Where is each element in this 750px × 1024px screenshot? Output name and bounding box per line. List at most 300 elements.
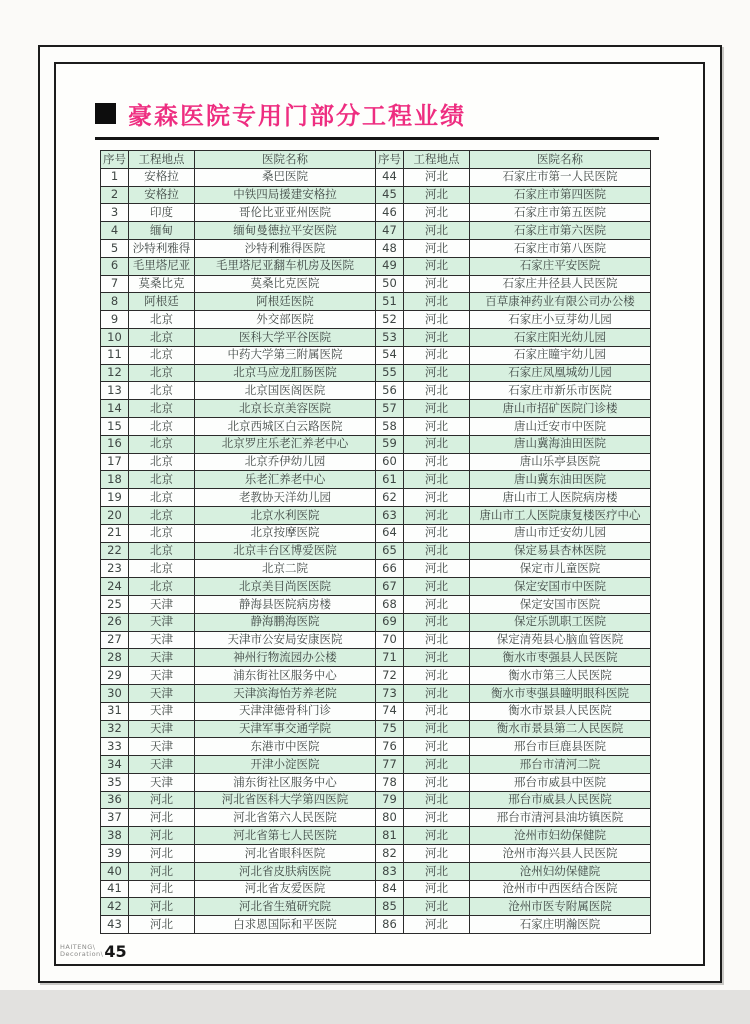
hospital-name: 北京按摩医院 (195, 524, 376, 542)
project-location: 天津 (129, 667, 195, 685)
row-number: 26 (101, 613, 129, 631)
project-location: 北京 (129, 435, 195, 453)
project-location: 印度 (129, 204, 195, 222)
row-number: 25 (101, 595, 129, 613)
project-location: 河北 (404, 773, 470, 791)
table-row (101, 400, 651, 418)
project-location: 河北 (404, 756, 470, 774)
project-location: 河北 (404, 204, 470, 222)
hospital-name: 衡水市枣强县瞳明眼科医院 (470, 684, 651, 702)
hospital-name: 唐山市招矿医院门诊楼 (470, 400, 651, 418)
hospital-name: 桑巴医院 (195, 168, 376, 186)
row-number: 21 (101, 524, 129, 542)
project-location: 天津 (129, 684, 195, 702)
row-number: 81 (376, 827, 404, 845)
table-row (101, 382, 651, 400)
row-number: 78 (376, 773, 404, 791)
hospital-name: 天津军事交通学院 (195, 720, 376, 738)
table-row (101, 702, 651, 720)
hospital-name: 石家庄瞳宇幼儿园 (470, 346, 651, 364)
row-number: 59 (376, 435, 404, 453)
row-number: 40 (101, 862, 129, 880)
hospital-name: 阿根廷医院 (195, 293, 376, 311)
hospital-name: 保定乐凯职工医院 (470, 613, 651, 631)
page-number: 45 (104, 941, 127, 961)
hospital-name: 保定安国市医院 (470, 595, 651, 613)
row-number: 37 (101, 809, 129, 827)
row-number: 9 (101, 311, 129, 329)
hospital-name: 石家庄市第六医院 (470, 222, 651, 240)
hospital-name: 北京西城区白云路医院 (195, 417, 376, 435)
row-number: 27 (101, 631, 129, 649)
table-row (101, 791, 651, 809)
project-location: 北京 (129, 382, 195, 400)
hospital-name: 唐山冀东油田医院 (470, 471, 651, 489)
table-row (101, 453, 651, 471)
project-location: 河北 (404, 382, 470, 400)
hospital-name: 北京长京美容医院 (195, 400, 376, 418)
hospital-name: 衡水市第三人民医院 (470, 667, 651, 685)
project-location: 河北 (404, 613, 470, 631)
project-location: 河北 (404, 471, 470, 489)
row-number: 14 (101, 400, 129, 418)
table-row (101, 720, 651, 738)
table-row (101, 880, 651, 898)
row-number: 52 (376, 311, 404, 329)
page-bottom-edge (0, 990, 750, 1024)
hospital-name: 浦东街社区服务中心 (195, 773, 376, 791)
project-location: 河北 (404, 328, 470, 346)
hospital-name: 河北省生殖研究院 (195, 898, 376, 916)
hospital-name: 缅甸曼德拉平安医院 (195, 222, 376, 240)
hospital-name: 北京罗庄乐老汇养老中心 (195, 435, 376, 453)
table-row (101, 916, 651, 934)
project-location: 河北 (404, 364, 470, 382)
row-number: 41 (101, 880, 129, 898)
hospital-name: 石家庄井径县人民医院 (470, 275, 651, 293)
hospital-name: 邢台市清河二院 (470, 756, 651, 774)
project-location: 天津 (129, 756, 195, 774)
row-number: 43 (101, 916, 129, 934)
hospital-name: 静海鹏海医院 (195, 613, 376, 631)
table-row (101, 898, 651, 916)
project-location: 河北 (129, 862, 195, 880)
hospital-name: 石家庄市第一人民医院 (470, 168, 651, 186)
row-number: 86 (376, 916, 404, 934)
header-location-right: 工程地点 (404, 151, 470, 169)
project-location: 河北 (404, 845, 470, 863)
row-number: 15 (101, 417, 129, 435)
table-row (101, 738, 651, 756)
project-location: 河北 (404, 489, 470, 507)
project-location: 河北 (129, 898, 195, 916)
hospital-name: 唐山市迁安幼儿园 (470, 524, 651, 542)
table-row (101, 506, 651, 524)
header-seq-right: 序号 (376, 151, 404, 169)
row-number: 47 (376, 222, 404, 240)
row-number: 48 (376, 239, 404, 257)
hospital-name: 沧州妇幼保健院 (470, 862, 651, 880)
row-number: 20 (101, 506, 129, 524)
table-row (101, 364, 651, 382)
table-row (101, 649, 651, 667)
project-location: 北京 (129, 471, 195, 489)
hospital-name: 邢台市巨鹿县医院 (470, 738, 651, 756)
project-location: 河北 (404, 702, 470, 720)
table-row (101, 613, 651, 631)
project-location: 天津 (129, 631, 195, 649)
project-location: 北京 (129, 578, 195, 596)
row-number: 35 (101, 773, 129, 791)
table-row (101, 168, 651, 186)
hospital-name: 北京乔伊幼儿园 (195, 453, 376, 471)
row-number: 69 (376, 613, 404, 631)
project-location: 河北 (404, 186, 470, 204)
row-number: 3 (101, 204, 129, 222)
hospital-name: 石家庄平安医院 (470, 257, 651, 275)
project-location: 河北 (404, 631, 470, 649)
row-number: 54 (376, 346, 404, 364)
table-row (101, 311, 651, 329)
hospital-name: 北京丰台区博爱医院 (195, 542, 376, 560)
hospital-name: 北京马应龙肛肠医院 (195, 364, 376, 382)
hospital-name: 静海县医院病房楼 (195, 595, 376, 613)
hospital-name: 衡水市景县人民医院 (470, 702, 651, 720)
hospital-name: 毛里塔尼亚翻车机房及医院 (195, 257, 376, 275)
project-location: 河北 (404, 827, 470, 845)
row-number: 82 (376, 845, 404, 863)
project-location: 河北 (404, 417, 470, 435)
table-row (101, 257, 651, 275)
row-number: 12 (101, 364, 129, 382)
project-location: 河北 (404, 239, 470, 257)
project-location: 河北 (404, 400, 470, 418)
row-number: 53 (376, 328, 404, 346)
project-location: 河北 (129, 916, 195, 934)
table-row (101, 809, 651, 827)
hospital-name: 东港市中医院 (195, 738, 376, 756)
row-number: 11 (101, 346, 129, 364)
project-location: 河北 (129, 827, 195, 845)
title-square-bullet-icon (95, 103, 116, 124)
row-number: 60 (376, 453, 404, 471)
project-location: 河北 (404, 578, 470, 596)
table-row (101, 293, 651, 311)
project-location: 北京 (129, 453, 195, 471)
row-number: 6 (101, 257, 129, 275)
row-number: 8 (101, 293, 129, 311)
table-row (101, 435, 651, 453)
table-row (101, 578, 651, 596)
row-number: 45 (376, 186, 404, 204)
project-location: 安格拉 (129, 186, 195, 204)
row-number: 84 (376, 880, 404, 898)
hospital-name: 哥伦比亚亚州医院 (195, 204, 376, 222)
project-location: 北京 (129, 560, 195, 578)
project-location: 安格拉 (129, 168, 195, 186)
hospital-name: 唐山迁安市中医院 (470, 417, 651, 435)
row-number: 83 (376, 862, 404, 880)
table-row (101, 186, 651, 204)
row-number: 79 (376, 791, 404, 809)
row-number: 80 (376, 809, 404, 827)
project-location: 北京 (129, 328, 195, 346)
row-number: 70 (376, 631, 404, 649)
hospital-name: 河北省眼科医院 (195, 845, 376, 863)
project-location: 河北 (404, 311, 470, 329)
table-header (101, 151, 651, 169)
project-location: 北京 (129, 417, 195, 435)
row-number: 64 (376, 524, 404, 542)
row-number: 10 (101, 328, 129, 346)
project-location: 河北 (404, 257, 470, 275)
hospital-name: 石家庄市第五医院 (470, 204, 651, 222)
project-location: 河北 (404, 595, 470, 613)
row-number: 74 (376, 702, 404, 720)
table-row (101, 560, 651, 578)
hospital-name: 河北省第七人民医院 (195, 827, 376, 845)
project-location: 北京 (129, 364, 195, 382)
header-hospital-left: 医院名称 (195, 151, 376, 169)
row-number: 33 (101, 738, 129, 756)
hospital-name: 沧州市海兴县人民医院 (470, 845, 651, 863)
row-number: 1 (101, 168, 129, 186)
row-number: 72 (376, 667, 404, 685)
hospital-name: 北京美目尚医医院 (195, 578, 376, 596)
table-row (101, 667, 651, 685)
row-number: 16 (101, 435, 129, 453)
hospital-name: 保定市儿童医院 (470, 560, 651, 578)
row-number: 73 (376, 684, 404, 702)
hospital-name: 老教协天洋幼儿园 (195, 489, 376, 507)
table-row (101, 773, 651, 791)
project-location: 河北 (404, 222, 470, 240)
project-location: 河北 (129, 809, 195, 827)
table-row (101, 239, 651, 257)
row-number: 38 (101, 827, 129, 845)
project-location: 河北 (404, 916, 470, 934)
project-location: 天津 (129, 613, 195, 631)
table-row (101, 542, 651, 560)
row-number: 22 (101, 542, 129, 560)
table-row (101, 471, 651, 489)
project-location: 河北 (404, 435, 470, 453)
hospital-name: 石家庄凤凰城幼儿园 (470, 364, 651, 382)
hospital-name: 北京二院 (195, 560, 376, 578)
row-number: 32 (101, 720, 129, 738)
project-location: 河北 (404, 738, 470, 756)
row-number: 55 (376, 364, 404, 382)
hospital-name: 天津市公安局安康医院 (195, 631, 376, 649)
hospital-name: 石家庄阳光幼儿园 (470, 328, 651, 346)
title-block (95, 96, 659, 140)
row-number: 31 (101, 702, 129, 720)
footer-brand-mark (60, 941, 127, 961)
project-location: 河北 (404, 506, 470, 524)
project-location: 北京 (129, 506, 195, 524)
project-location: 河北 (404, 667, 470, 685)
table-row (101, 595, 651, 613)
table-row (101, 756, 651, 774)
row-number: 5 (101, 239, 129, 257)
hospital-name: 唐山市工人医院病房楼 (470, 489, 651, 507)
table-row (101, 328, 651, 346)
project-location: 河北 (404, 168, 470, 186)
hospital-name: 唐山乐亭县医院 (470, 453, 651, 471)
row-number: 66 (376, 560, 404, 578)
hospital-name: 石家庄明瀚医院 (470, 916, 651, 934)
project-location: 河北 (129, 791, 195, 809)
table-row (101, 417, 651, 435)
project-location: 北京 (129, 542, 195, 560)
hospital-name: 沧州市医专附属医院 (470, 898, 651, 916)
projects-table (100, 150, 651, 934)
hospital-name: 百草康神药业有限公司办公楼 (470, 293, 651, 311)
row-number: 44 (376, 168, 404, 186)
row-number: 19 (101, 489, 129, 507)
project-location: 河北 (404, 791, 470, 809)
row-number: 85 (376, 898, 404, 916)
row-number: 51 (376, 293, 404, 311)
row-number: 42 (101, 898, 129, 916)
hospital-name: 石家庄市第四医院 (470, 186, 651, 204)
row-number: 4 (101, 222, 129, 240)
project-location: 河北 (404, 453, 470, 471)
hospital-name: 北京水利医院 (195, 506, 376, 524)
project-location: 河北 (404, 880, 470, 898)
project-location: 河北 (404, 524, 470, 542)
hospital-name: 保定安国市中医院 (470, 578, 651, 596)
table-row (101, 524, 651, 542)
project-location: 河北 (404, 275, 470, 293)
project-location: 北京 (129, 346, 195, 364)
hospital-name: 衡水市枣强县人民医院 (470, 649, 651, 667)
page-title: 豪森医院专用门部分工程业绩 (128, 102, 466, 130)
row-number: 71 (376, 649, 404, 667)
row-number: 62 (376, 489, 404, 507)
project-location: 北京 (129, 311, 195, 329)
hospital-name: 石家庄小豆芽幼儿园 (470, 311, 651, 329)
project-location: 天津 (129, 595, 195, 613)
hospital-name: 浦东街社区服务中心 (195, 667, 376, 685)
table-row (101, 631, 651, 649)
row-number: 36 (101, 791, 129, 809)
row-number: 7 (101, 275, 129, 293)
row-number: 46 (376, 204, 404, 222)
table-row (101, 204, 651, 222)
table-row (101, 222, 651, 240)
header-location-left: 工程地点 (129, 151, 195, 169)
hospital-name: 河北省医科大学第四医院 (195, 791, 376, 809)
hospital-name: 白求恩国际和平医院 (195, 916, 376, 934)
project-location: 河北 (129, 845, 195, 863)
header-row (101, 151, 651, 169)
hospital-name: 中药大学第三附属医院 (195, 346, 376, 364)
project-location: 河北 (404, 649, 470, 667)
row-number: 50 (376, 275, 404, 293)
hospital-name: 河北省友爱医院 (195, 880, 376, 898)
row-number: 18 (101, 471, 129, 489)
table-row (101, 827, 651, 845)
project-location: 河北 (404, 684, 470, 702)
project-location: 天津 (129, 702, 195, 720)
project-location: 河北 (404, 542, 470, 560)
hospital-name: 保定清苑县心脑血管医院 (470, 631, 651, 649)
row-number: 76 (376, 738, 404, 756)
hospital-name: 保定易县杏林医院 (470, 542, 651, 560)
project-location: 天津 (129, 773, 195, 791)
project-location: 缅甸 (129, 222, 195, 240)
row-number: 39 (101, 845, 129, 863)
hospital-name: 邢台市威县中医院 (470, 773, 651, 791)
hospital-name: 石家庄市第八医院 (470, 239, 651, 257)
table-row (101, 845, 651, 863)
row-number: 23 (101, 560, 129, 578)
hospital-name: 天津滨海怡芳养老院 (195, 684, 376, 702)
project-location: 河北 (404, 898, 470, 916)
table-row (101, 275, 651, 293)
row-number: 28 (101, 649, 129, 667)
hospital-name: 河北省第六人民医院 (195, 809, 376, 827)
row-number: 49 (376, 257, 404, 275)
project-location: 毛里塔尼亚 (129, 257, 195, 275)
hospital-name: 沧州市中西医结合医院 (470, 880, 651, 898)
hospital-name: 邢台市清河县油坊镇医院 (470, 809, 651, 827)
row-number: 63 (376, 506, 404, 524)
row-number: 67 (376, 578, 404, 596)
project-location: 天津 (129, 649, 195, 667)
project-location: 河北 (404, 293, 470, 311)
hospital-name: 乐老汇养老中心 (195, 471, 376, 489)
hospital-name: 衡水市景县第二人民医院 (470, 720, 651, 738)
table-row (101, 862, 651, 880)
project-location: 河北 (404, 560, 470, 578)
hospital-name: 邢台市威县人民医院 (470, 791, 651, 809)
hospital-name: 沙特利雅得医院 (195, 239, 376, 257)
row-number: 56 (376, 382, 404, 400)
row-number: 77 (376, 756, 404, 774)
project-location: 北京 (129, 489, 195, 507)
hospital-name: 河北省皮肤病医院 (195, 862, 376, 880)
row-number: 75 (376, 720, 404, 738)
project-location: 阿根廷 (129, 293, 195, 311)
project-location: 北京 (129, 400, 195, 418)
project-location: 河北 (404, 862, 470, 880)
project-location: 沙特利雅得 (129, 239, 195, 257)
hospital-name: 开津小淀医院 (195, 756, 376, 774)
table-row (101, 346, 651, 364)
hospital-name: 莫桑比克医院 (195, 275, 376, 293)
header-hospital-right: 医院名称 (470, 151, 651, 169)
row-number: 61 (376, 471, 404, 489)
row-number: 34 (101, 756, 129, 774)
row-number: 57 (376, 400, 404, 418)
project-location: 河北 (404, 720, 470, 738)
row-number: 58 (376, 417, 404, 435)
table-body (101, 168, 651, 933)
row-number: 24 (101, 578, 129, 596)
row-number: 65 (376, 542, 404, 560)
hospital-name: 中铁四局援建安格拉 (195, 186, 376, 204)
hospital-name: 唐山冀海油田医院 (470, 435, 651, 453)
row-number: 2 (101, 186, 129, 204)
hospital-name: 医科大学平谷医院 (195, 328, 376, 346)
table-row (101, 684, 651, 702)
table-row (101, 489, 651, 507)
hospital-name: 石家庄市新乐市医院 (470, 382, 651, 400)
row-number: 13 (101, 382, 129, 400)
project-location: 河北 (404, 809, 470, 827)
